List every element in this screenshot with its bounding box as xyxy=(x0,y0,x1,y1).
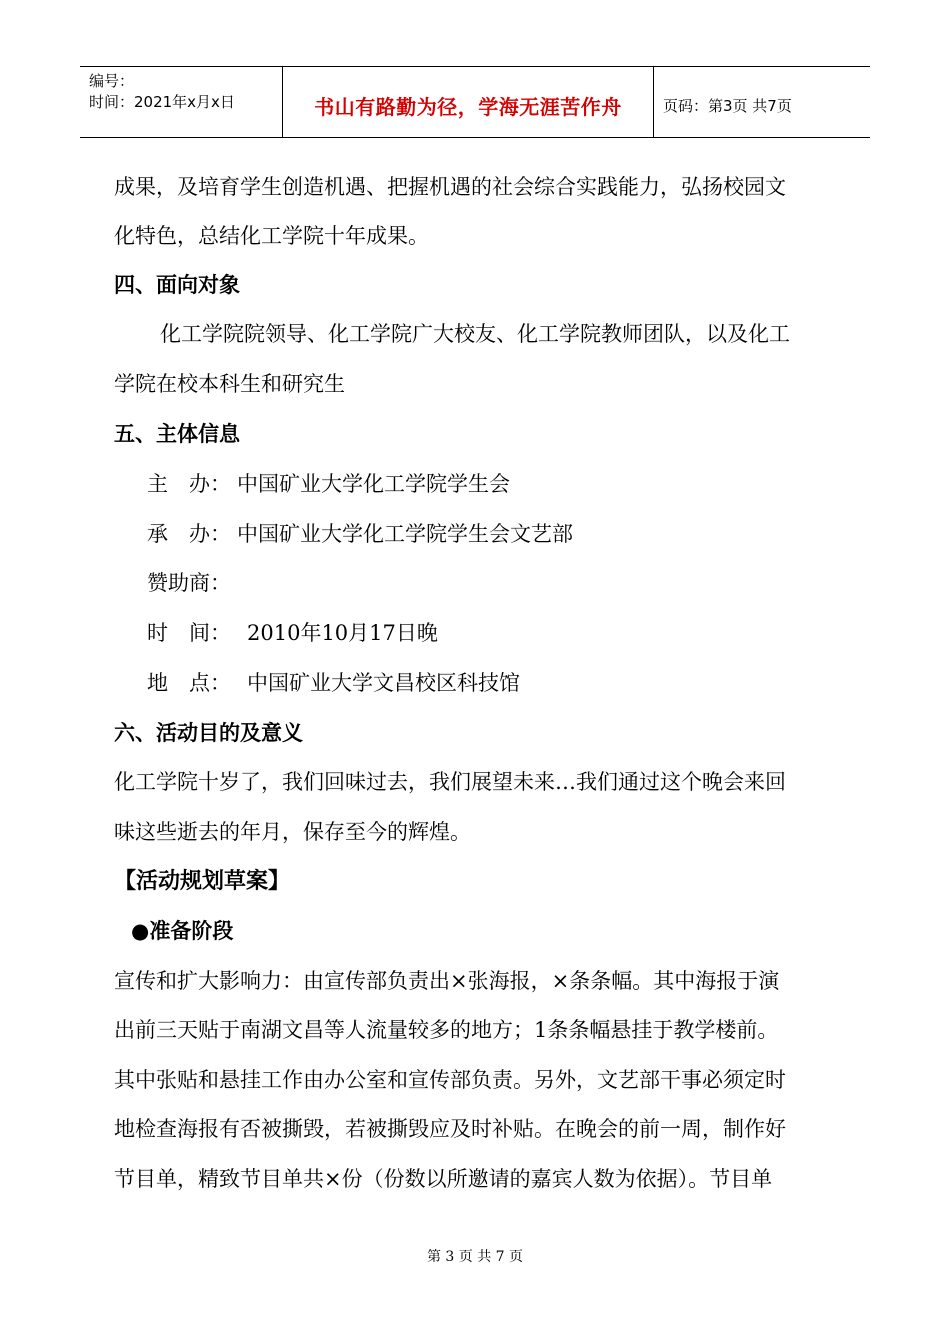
date-label: 时间：2021年x月x日 xyxy=(89,93,235,111)
paragraph-line: 学院在校本科生和研究生 xyxy=(114,372,345,396)
page-header xyxy=(80,66,870,138)
number-label: 编号： xyxy=(89,72,135,90)
place-value: 中国矿业大学文昌校区科技馆 xyxy=(247,671,520,695)
paragraph-line: 节目单，精致节目单共×份（份数以所邀请的嘉宾人数为依据）。节目单 xyxy=(114,1167,773,1191)
header-motto: 书山有路勤为径，学海无涯苦作舟 xyxy=(282,67,654,137)
time-value: 2010年10月17日晚 xyxy=(247,621,438,645)
header-meta xyxy=(80,67,282,137)
section-heading-audience: 四、面向对象 xyxy=(114,273,240,297)
paragraph-line: 其中张贴和悬挂工作由办公室和宣传部负责。另外，文艺部干事必须定时 xyxy=(114,1068,786,1092)
paragraph-line: 化工学院院领导、化工学院广大校友、化工学院教师团队，以及化工 xyxy=(160,322,790,346)
paragraph-line: 地检查海报有否被撕毁，若被撕毁应及时补贴。在晚会的前一周，制作好 xyxy=(114,1117,786,1141)
co-organizer-value: 中国矿业大学化工学院学生会文艺部 xyxy=(237,522,573,546)
organizer-label: 主 办： xyxy=(147,472,231,496)
place-label: 地 点： xyxy=(147,671,231,695)
paragraph-line: 化工学院十岁了，我们回味过去，我们展望未来…我们通过这个晚会来回 xyxy=(114,770,786,794)
stage-title: ●准备阶段 xyxy=(131,919,234,943)
time-label: 时 间： xyxy=(147,621,231,645)
sponsor-label: 赞助商： xyxy=(147,571,231,595)
paragraph-line: 成果，及培育学生创造机遇、把握机遇的社会综合实践能力，弘扬校园文 xyxy=(114,175,786,199)
paragraph-line: 出前三天贴于南湖文昌等人流量较多的地方；1条条幅悬挂于教学楼前。 xyxy=(114,1018,779,1042)
paragraph-line: 宣传和扩大影响力：由宣传部负责出×张海报，×条条幅。其中海报于演 xyxy=(114,969,780,993)
co-organizer-label: 承 办： xyxy=(147,522,231,546)
organizer-value: 中国矿业大学化工学院学生会 xyxy=(237,472,510,496)
paragraph-line: 化特色，总结化工学院十年成果。 xyxy=(114,224,429,248)
header-page-info: 页码：第3页 共7页 xyxy=(663,96,792,115)
section-heading-info: 五、主体信息 xyxy=(114,422,240,446)
plan-title: 【活动规划草案】 xyxy=(114,869,291,894)
section-heading-purpose: 六、活动目的及意义 xyxy=(114,721,303,745)
page-footer: 第 3 页 共 7 页 xyxy=(426,1249,524,1265)
paragraph-line: 味这些逝去的年月，保存至今的辉煌。 xyxy=(114,820,471,844)
